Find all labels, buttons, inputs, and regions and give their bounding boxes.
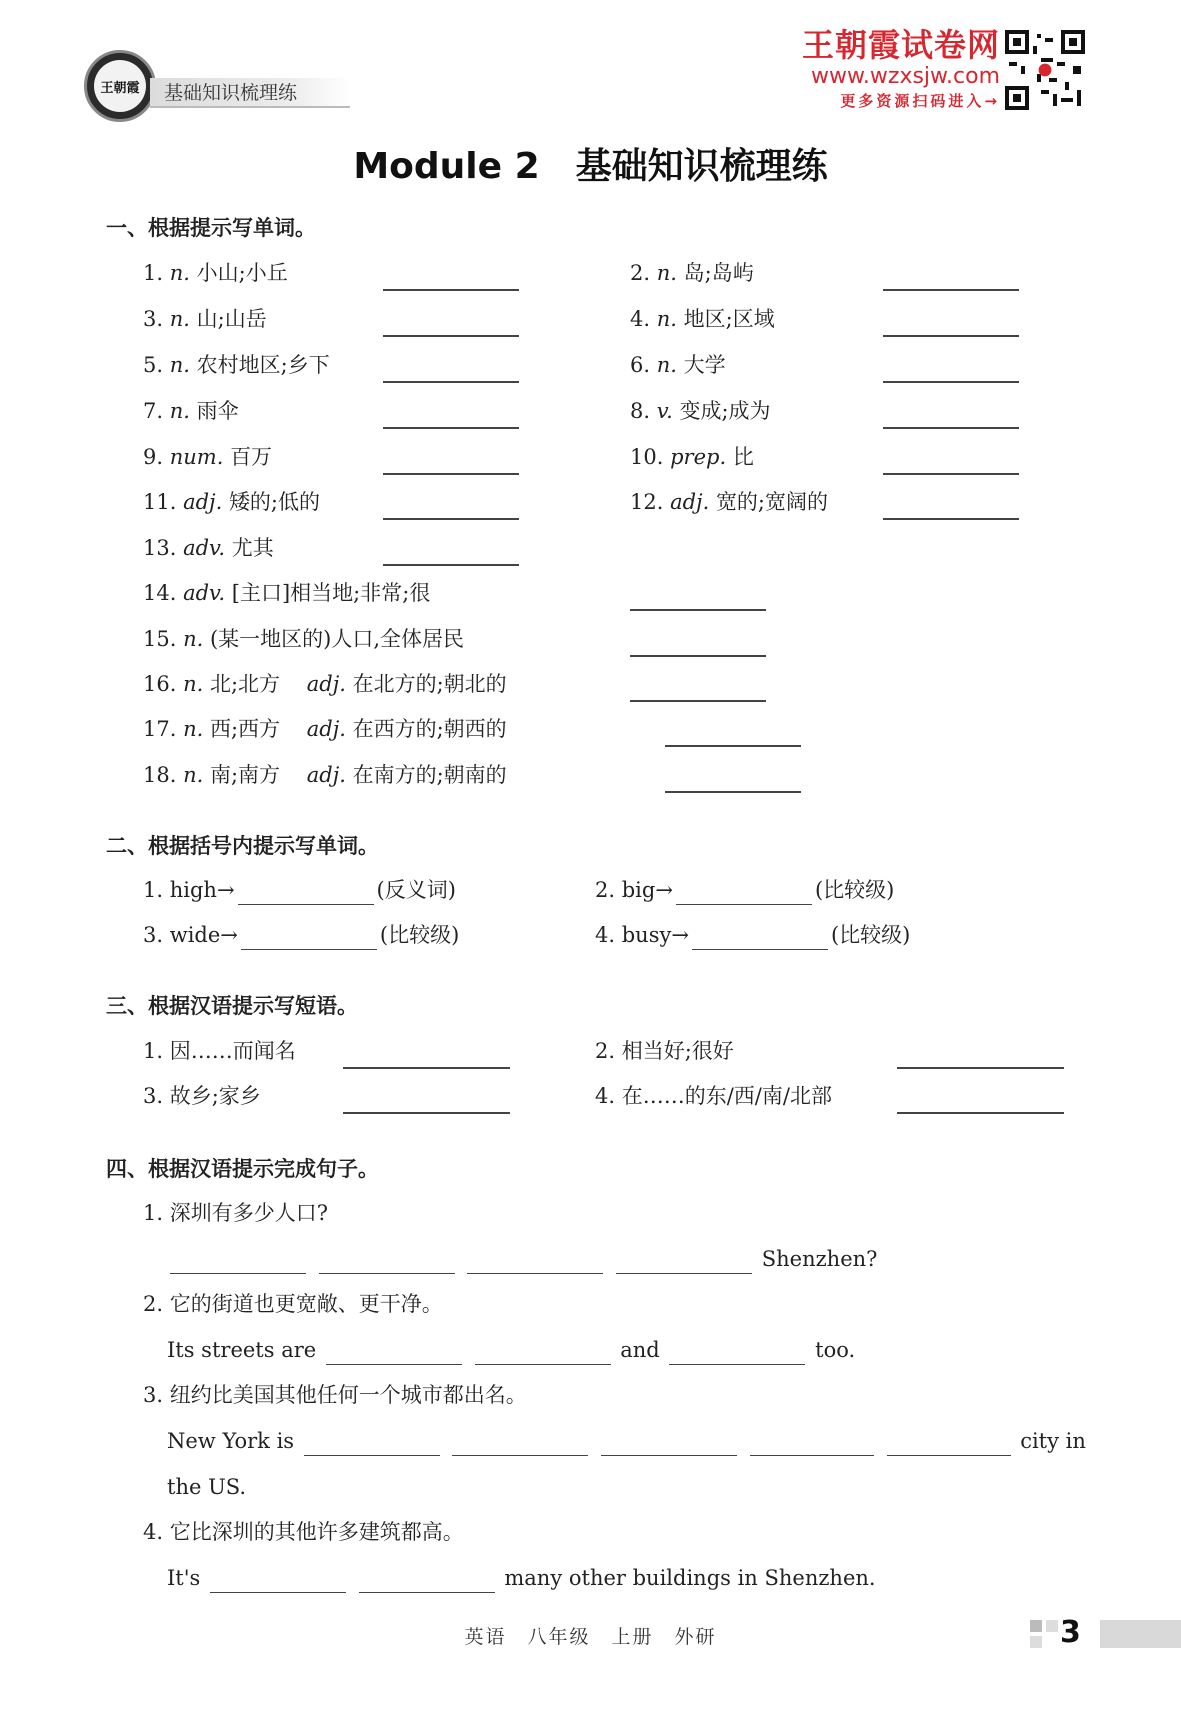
s1-item-3: 3. n. 山;山岳 <box>143 307 267 331</box>
s1-answer-1[interactable] <box>383 289 519 291</box>
s4-sentence-2: Its streets are and too. <box>167 1335 855 1365</box>
s1-answer-7[interactable] <box>383 427 519 429</box>
s1-item-15: 15. n. (某一地区的)人口,全体居民 <box>143 627 465 651</box>
s4-prompt-4: 4. 它比深圳的其他许多建筑都高。 <box>143 1520 464 1544</box>
s1-item-5: 5. n. 农村地区;乡下 <box>143 353 330 377</box>
s3-answer-1[interactable] <box>343 1067 510 1069</box>
s4-3-blank-2[interactable] <box>452 1432 588 1456</box>
s4-3-blank-5[interactable] <box>887 1432 1011 1456</box>
s4-4-blank-1[interactable] <box>210 1569 346 1593</box>
s2-answer-1[interactable] <box>238 881 374 905</box>
s1-item-6: 6. n. 大学 <box>630 353 726 377</box>
s4-sentence-1: Shenzhen? <box>167 1244 877 1274</box>
s3-item-2: 2. 相当好;很好 <box>595 1039 734 1063</box>
s1-answer-2[interactable] <box>883 289 1019 291</box>
s4-sentence-4: It's many other buildings in Shenzhen. <box>167 1563 876 1593</box>
s4-1-blank-1[interactable] <box>170 1250 306 1274</box>
s4-prompt-3: 3. 纽约比美国其他任何一个城市都出名。 <box>143 1383 527 1407</box>
section-3-heading: 三、根据汉语提示写短语。 <box>106 994 358 1018</box>
s4-1-blank-3[interactable] <box>467 1250 603 1274</box>
s1-item-7: 7. n. 雨伞 <box>143 399 239 423</box>
section-1-heading: 一、根据提示写单词。 <box>106 216 316 240</box>
s1-item-18: 18. n. 南;南方 adj. 在南方的;朝南的 <box>143 763 507 787</box>
section-2-heading: 二、根据括号内提示写单词。 <box>106 834 379 858</box>
brand-url[interactable]: www.wzxsjw.com <box>810 64 1000 89</box>
s2-item-3: 3. wide→ (比较级) <box>143 920 459 950</box>
s4-sentence-3-cont: the US. <box>167 1475 247 1499</box>
s1-answer-5[interactable] <box>383 381 519 383</box>
s1-answer-12[interactable] <box>883 518 1019 520</box>
s3-answer-2[interactable] <box>897 1067 1064 1069</box>
s2-item-2: 2. big→ (比较级) <box>595 875 894 905</box>
page-corner-icon <box>1030 1620 1060 1650</box>
s1-answer-3[interactable] <box>383 335 519 337</box>
s1-item-1: 1. n. 小山;小丘 <box>143 261 288 285</box>
s1-item-16: 16. n. 北;北方 adj. 在北方的;朝北的 <box>143 672 507 696</box>
s4-2-blank-2[interactable] <box>475 1341 611 1365</box>
page-bar <box>1100 1620 1181 1648</box>
footer-subject: 英语 八年级 上册 外研 <box>464 1626 717 1648</box>
brand-block[interactable] <box>790 26 1000 112</box>
brand-tip: 更多资源扫码进入→ <box>840 92 1000 110</box>
s2-answer-4[interactable] <box>692 926 828 950</box>
s1-answer-9[interactable] <box>383 473 519 475</box>
s1-answer-17[interactable] <box>665 745 801 747</box>
s1-item-17: 17. n. 西;西方 adj. 在西方的;朝西的 <box>143 717 507 741</box>
page-number: 3 <box>1060 1615 1081 1650</box>
s4-3-blank-1[interactable] <box>304 1432 440 1456</box>
s3-item-4: 4. 在……的东/西/南/北部 <box>595 1084 832 1108</box>
s1-answer-13[interactable] <box>383 564 519 566</box>
s1-answer-11[interactable] <box>383 518 519 520</box>
s4-2-blank-1[interactable] <box>326 1341 462 1365</box>
s1-answer-18[interactable] <box>665 791 801 793</box>
s4-3-blank-4[interactable] <box>750 1432 874 1456</box>
section-tab: 基础知识梳理练 <box>150 78 350 108</box>
s1-item-13: 13. adv. 尤其 <box>143 536 274 560</box>
s1-answer-10[interactable] <box>883 473 1019 475</box>
s3-item-1: 1. 因……而闻名 <box>143 1039 296 1063</box>
page-title: Module 2 基础知识梳理练 <box>353 146 828 187</box>
s4-2-blank-3[interactable] <box>669 1341 805 1365</box>
s1-answer-15[interactable] <box>630 655 766 657</box>
s1-item-8: 8. v. 变成;成为 <box>630 399 771 423</box>
s4-1-blank-4[interactable] <box>616 1250 752 1274</box>
s1-answer-8[interactable] <box>883 427 1019 429</box>
s3-item-3: 3. 故乡;家乡 <box>143 1084 261 1108</box>
s4-prompt-1: 1. 深圳有多少人口? <box>143 1201 328 1225</box>
s1-answer-6[interactable] <box>883 381 1019 383</box>
publisher-logo <box>84 50 156 122</box>
s2-item-1: 1. high→ (反义词) <box>143 875 456 905</box>
s1-answer-14[interactable] <box>630 609 766 611</box>
s1-item-14: 14. adv. [主口]相当地;非常;很 <box>143 581 431 605</box>
logo-text: 王朝霞 <box>94 60 146 112</box>
s2-answer-3[interactable] <box>241 926 377 950</box>
s1-item-4: 4. n. 地区;区域 <box>630 307 775 331</box>
s1-item-12: 12. adj. 宽的;宽阔的 <box>630 490 829 514</box>
s1-item-10: 10. prep. 比 <box>630 445 754 469</box>
s4-3-blank-3[interactable] <box>601 1432 737 1456</box>
s2-answer-2[interactable] <box>676 881 812 905</box>
s3-answer-3[interactable] <box>343 1112 510 1114</box>
s1-item-2: 2. n. 岛;岛屿 <box>630 261 754 285</box>
section-4-heading: 四、根据汉语提示完成句子。 <box>106 1157 379 1181</box>
s1-item-11: 11. adj. 矮的;低的 <box>143 490 321 514</box>
s4-1-blank-2[interactable] <box>319 1250 455 1274</box>
s4-sentence-3: New York is city in <box>167 1426 1086 1456</box>
brand-name: 王朝霞试卷网 <box>801 26 1000 64</box>
s1-answer-4[interactable] <box>883 335 1019 337</box>
s4-prompt-2: 2. 它的街道也更宽敞、更干净。 <box>143 1292 443 1316</box>
s1-item-9: 9. num. 百万 <box>143 445 273 469</box>
s2-item-4: 4. busy→ (比较级) <box>595 920 910 950</box>
s4-4-blank-2[interactable] <box>359 1569 495 1593</box>
qr-code-icon[interactable] <box>1005 30 1085 110</box>
s1-answer-16[interactable] <box>630 700 766 702</box>
s3-answer-4[interactable] <box>897 1112 1064 1114</box>
